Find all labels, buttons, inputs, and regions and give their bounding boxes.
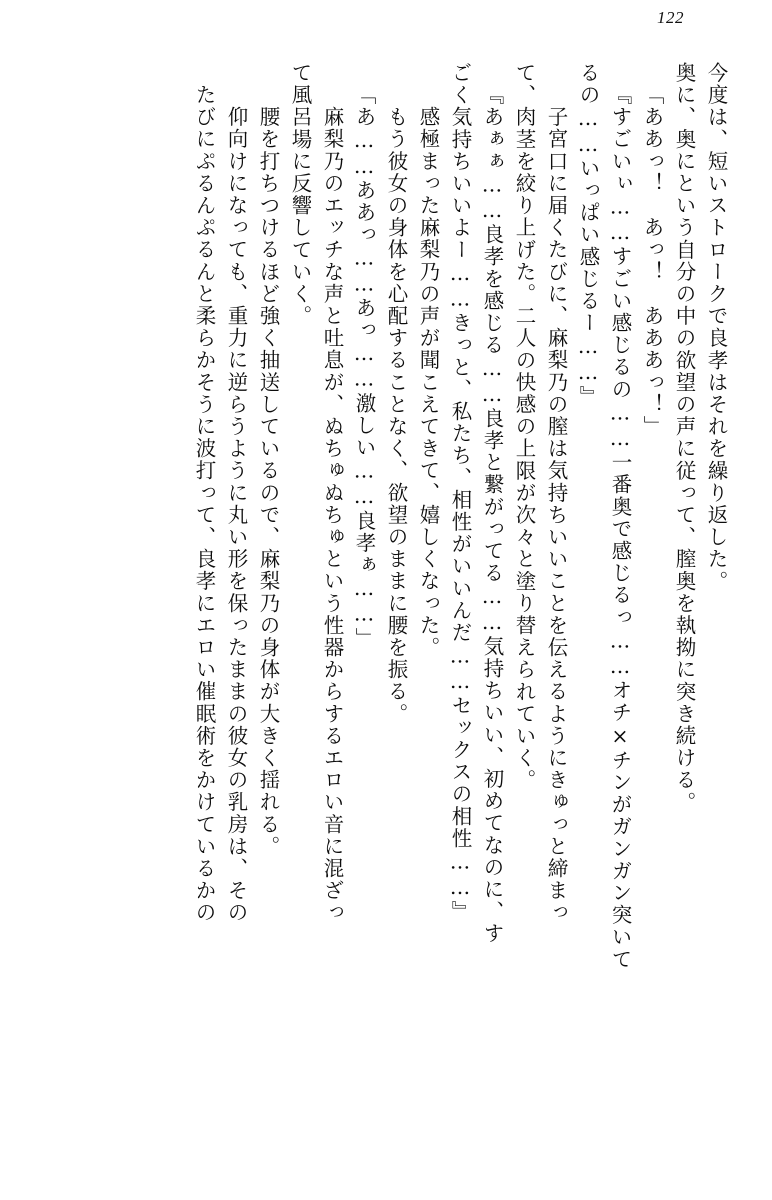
text-column: て、肉茎を絞り上げた。二人の快感の上限が次々と塗り替えられていく。: [512, 62, 536, 792]
text-column: 腰を打ちつけるほど強く抽送しているので、麻梨乃の身体が大きく揺れる。: [256, 84, 280, 858]
text-column: 「あ……ああっ……あっ……激しい……良孝ぁ……」: [352, 84, 376, 650]
text-column: もう彼女の身体を心配することなく、欲望のままに腰を振る。: [384, 84, 408, 725]
text-column: ごく気持ちいいよー……きっと、私たち、相性がいいんだ……セックスの相性……』: [448, 62, 472, 923]
text-column: 今度は、短いストロークで良孝はそれを繰り返した。: [704, 62, 728, 593]
text-column: 麻梨乃のエッチな声と吐息が、ぬちゅぬちゅという性器からするエロい音に混ざっ: [320, 84, 344, 924]
text-column: 『すごいぃ……すごい感じるの……一番奥で感じるっ……オチ×チンがガンガン突いて: [608, 84, 632, 971]
body-text-columns: [46, 62, 726, 1156]
text-column: 『あぁぁ……良孝を感じる……良孝と繋がってる……気持ちいい、初めてなのに、す: [480, 84, 504, 945]
text-column: て風呂場に反響していく。: [288, 62, 312, 328]
text-column: 子宮口に届くたびに、麻梨乃の膣は気持ちいいことを伝えるようにきゅっと締まっ: [544, 84, 568, 924]
text-column: たびにぷるんぷるんと柔らかそうに波打って、良孝にエロい催眠術をかけているかの: [192, 84, 216, 924]
page-number: 122: [657, 8, 684, 27]
text-column: るの……いっぱい感じるー……』: [576, 62, 600, 408]
text-column: 「ああっ！ あっ！ あああっ！」: [640, 84, 664, 438]
text-column: 感極まった麻梨乃の声が聞こえてきて、嬉しくなった。: [416, 84, 440, 659]
text-column: 奥に、奥にという自分の中の欲望の声に従って、膣奥を執拗に突き続ける。: [672, 62, 696, 814]
text-column: 仰向けになっても、重力に逆らうように丸い形を保ったままの彼女の乳房は、その: [224, 84, 248, 924]
